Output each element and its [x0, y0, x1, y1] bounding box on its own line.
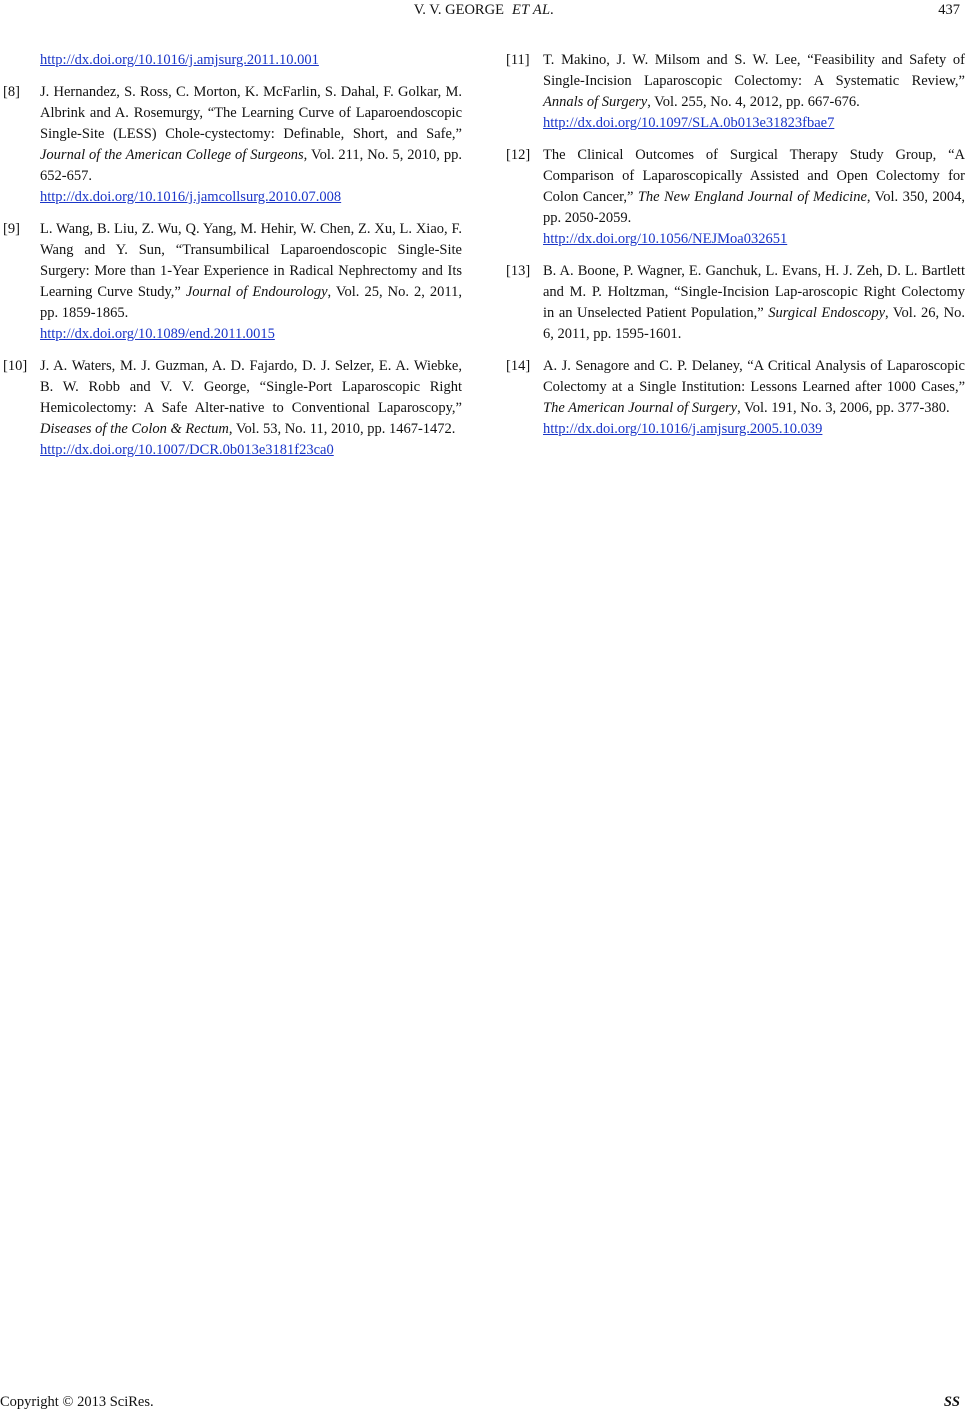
- reference-authors-title: J. A. Waters, M. J. Guzman, A. D. Fajardo, D. J. Selzer, E. A. Wiebke, B. W. Robb and V. V. George, “Single-Port Laparoscopic Right Hemicolectomy: A Safe Alter-native to Conventional Laparoscopy,”: [40, 358, 462, 416]
- reference-number: [10]: [3, 358, 28, 374]
- reference-item: [3, 219, 462, 345]
- reference-number: [9]: [3, 221, 20, 237]
- reference-details: , Vol. 53, No. 11, 2010, pp. 1467-1472.: [228, 421, 456, 437]
- reference-item: [3, 356, 462, 461]
- page-header: [0, 2, 968, 22]
- left-column: [3, 50, 462, 472]
- continued-reference: [40, 50, 462, 71]
- reference-text: [40, 82, 462, 208]
- reference-details: , Vol. 211, No. 5, 2010, pp. 652-657.: [40, 147, 462, 184]
- reference-text: [543, 261, 965, 345]
- reference-journal: The New England Journal of Medicine: [637, 189, 867, 205]
- doi-link-continued[interactable]: http://dx.doi.org/10.1016/j.amjsurg.2011.10.001: [40, 52, 319, 68]
- journal-abbreviation: SS: [943, 1394, 960, 1410]
- reference-journal: The American Journal of Surgery: [543, 400, 738, 416]
- reference-text: [40, 219, 462, 345]
- reference-details: , Vol. 26, No. 6, 2011, pp. 1595-1601.: [543, 305, 965, 342]
- reference-details: , Vol. 350, 2004, pp. 2050-2059.: [543, 189, 965, 226]
- doi-link[interactable]: http://dx.doi.org/10.1007/DCR.0b013e3181f23ca0: [40, 442, 334, 458]
- page-number: 437: [938, 2, 960, 18]
- doi-link[interactable]: http://dx.doi.org/10.1016/j.amjsurg.2005.10.039: [543, 421, 823, 437]
- copyright-notice: Copyright © 2013 SciRes.: [0, 1394, 154, 1410]
- reference-item: [506, 50, 965, 134]
- reference-item: [506, 145, 965, 250]
- reference-details: , Vol. 255, No. 4, 2012, pp. 667-676.: [647, 94, 860, 110]
- reference-number: [12]: [506, 147, 531, 163]
- reference-details: , Vol. 25, No. 2, 2011, pp. 1859-1865.: [40, 284, 462, 321]
- reference-authors-title: B. A. Boone, P. Wagner, E. Ganchuk, L. Evans, H. J. Zeh, D. L. Bartlett and M. P. Holtzman, “Single-Incision Lap-aroscopic Right Colectomy in an Unselected Patient Population,”: [543, 263, 965, 321]
- reference-authors-title: The Clinical Outcomes of Surgical Therapy Study Group, “A Comparison of Laparoscopically Assisted and Open Colectomy for Colon Cancer,”: [543, 147, 965, 205]
- reference-authors-title: L. Wang, B. Liu, Z. Wu, Q. Yang, M. Hehir, W. Chen, Z. Xu, L. Xiao, F. Wang and Y. Sun, “Transumbilical Laparoendoscopic Single-Site Surgery: More than 1-Year Experience in Radical Nephrectomy and Its Learning Curve Study,”: [40, 221, 462, 300]
- reference-journal: Surgical Endoscopy: [768, 305, 886, 321]
- reference-number: [11]: [506, 52, 530, 68]
- reference-item: [506, 261, 965, 345]
- doi-link[interactable]: http://dx.doi.org/10.1097/SLA.0b013e31823fbae7: [543, 115, 835, 131]
- reference-text: [543, 356, 965, 440]
- reference-authors-title: A. J. Senagore and C. P. Delaney, “A Critical Analysis of Laparoscopic Colectomy at a Single Institution: Lessons Learned after 1000 Cases,”: [543, 358, 965, 395]
- reference-text: [543, 145, 965, 250]
- reference-list-left: [3, 82, 462, 461]
- reference-number: [14]: [506, 358, 531, 374]
- running-head-etal: ET AL.: [511, 2, 555, 18]
- doi-link[interactable]: http://dx.doi.org/10.1089/end.2011.0015: [40, 326, 275, 342]
- reference-authors-title: T. Makino, J. W. Milsom and S. W. Lee, “Feasibility and Safety of Single-Incision Laparoscopic Colectomy: A Systematic Review,”: [543, 52, 965, 89]
- reference-text: [543, 50, 965, 134]
- reference-journal: Annals of Surgery: [543, 94, 648, 110]
- reference-authors-title: J. Hernandez, S. Ross, C. Morton, K. McFarlin, S. Dahal, F. Golkar, M. Albrink and A. Rosemurgy, “The Learning Curve of Laparoendoscopic Single-Site (LESS) Chole-cystectomy: Definable, Short, and Safe,”: [40, 84, 462, 142]
- reference-number: [13]: [506, 263, 531, 279]
- doi-link[interactable]: http://dx.doi.org/10.1016/j.jamcollsurg.2010.07.008: [40, 189, 342, 205]
- reference-journal: Journal of the American College of Surgeons: [40, 147, 304, 163]
- reference-text: [40, 356, 462, 461]
- reference-list-right: [506, 50, 965, 440]
- reference-item: [3, 82, 462, 208]
- reference-item: [506, 356, 965, 440]
- reference-number: [8]: [3, 84, 20, 100]
- reference-journal: Journal of Endourology: [185, 284, 328, 300]
- reference-details: , Vol. 191, No. 3, 2006, pp. 377-380.: [737, 400, 950, 416]
- doi-link[interactable]: http://dx.doi.org/10.1056/NEJMoa032651: [543, 231, 788, 247]
- right-column: [506, 50, 965, 451]
- reference-journal: Diseases of the Colon & Rectum: [40, 421, 229, 437]
- running-head-author: V. V. GEORGE: [413, 2, 504, 18]
- running-head: [0, 2, 968, 19]
